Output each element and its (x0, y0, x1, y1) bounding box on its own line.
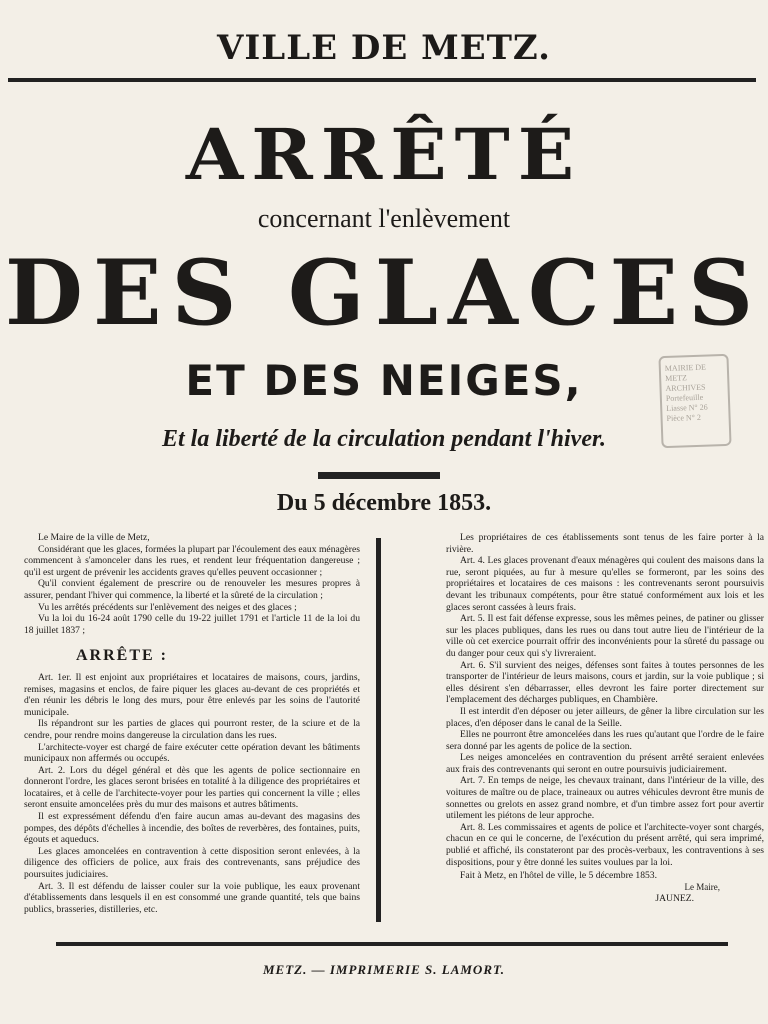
signing-place-date: Fait à Metz, en l'hôtel de ville, le 5 décembre 1853. (460, 870, 658, 882)
article-2: Art. 2. Lors du dégel général et dès que les agents de police sectionnaire en donneront l'ordre, les glaces seront brisées en totalité à la diligence des propriétaires et locataires, et à celle de l'architecte-voyer pour les parties qui concernent la ville ; elles seront ensuite amoncelées près du mur des maisons et autres bâtiments. (24, 764, 360, 811)
article-1: Art. 1er. Il est enjoint aux propriétaires et locataires de maisons, cours, jardins, remises, magasins et enclos, de faire piquer les glaces au-devant de ces propriétés et d'en réunir les débris le long des murs, pour être enlevés par les soins de l'autorité municipale. (24, 671, 360, 718)
archive-stamp (658, 354, 731, 448)
stamp-line: Pièce N° 2 (666, 412, 702, 423)
stamp-line: Liasse N° 26 (666, 402, 708, 414)
article-7: Art. 7. En temps de neige, les chevaux trainant, dans l'intérieur de la ville, des voitures de maître ou de place, traineaux ou autres véhicules devront être munis de sonnettes ou grelots en assez grand nombre, et d'un timbre assez fort pour avertir utilement les piétons de leur approche. (446, 775, 764, 822)
article-4: Art. 4. Les glaces provenant d'eaux ménagères qui coulent des maisons dans la rue, seront piquées, au fur à mesure qu'elles se formeront, par les soins des propriétaires et locataires de ces maisons : les contrevenants seront poursuivis devant les tribunaux compétents, pour être statué conformément aux lois et les glaces seront cassées à leurs frais. (446, 555, 764, 613)
article-5: Art. 5. Il est fait défense expresse, sous les mêmes peines, de patiner ou glisser sur les places publiques, dans les rues ou dans tout autre lieu de l'intérieur de la ville où cet exercice pourrait offrir des inconvénients pour la sûreté du passage ou du danger pour ceux qui s'y livreraient. (446, 613, 764, 659)
short-rule (318, 472, 440, 479)
city-header: VILLE DE METZ. (217, 28, 551, 68)
stamp-line: Portefeuille (665, 392, 704, 404)
printer-credit: METZ. — IMPRIMERIE S. LAMORT. (263, 962, 505, 977)
body-paragraph: Vu la loi du 16-24 août 1790 celle du 19-22 juillet 1791 et l'article 11 de la loi du 18 juillet 1837 ; (24, 613, 360, 636)
body-paragraph: Vu les arrêtés précédents sur l'enlèvement des neiges et des glaces ; (38, 601, 297, 613)
body-paragraph: Ils répandront sur les parties de glaces qui pourront rester, de la sciure et de la cendre, pour rendre moins dangereuse la circulation dans les rues. (24, 718, 360, 741)
body-paragraph: L'architecte-voyer est chargé de faire exécuter cette opération devant les bâtiments municipaux non affermés ou occupés. (24, 741, 360, 765)
section-heading: ARRÊTE : (76, 647, 169, 665)
body-paragraph: Il est interdit d'en déposer ou jeter ailleurs, de gêner la libre circulation sur les places, d'en déposer dans le canal de la Seille. (446, 705, 764, 729)
article-8: Art. 8. Les commissaires et agents de police et l'architecte-voyer sont chargés, chacun en ce qui le concerne, de l'exécution du présent arrêté, qui sera imprimé, publié et affiché, ils constateront par des procès-verbaux, les contraventions à ses dispositions, pour y être donné les suites voulues par la loi. (446, 821, 764, 868)
article-6: Art. 6. S'il survient des neiges, défenses sont faites à toutes personnes de les transporter de l'intérieur de leurs maisons, cours et jardin, sur la voie publique ; si elles désirent s'en débarrasser, elles devront les faire porter directement sur l'emplacement des décharges publiques, en Chambière. (446, 659, 764, 706)
signature-title: Le Maire, (684, 881, 720, 892)
column-divider (376, 538, 381, 922)
decree-date: Du 5 décembre 1853. (276, 490, 492, 516)
bottom-rule (56, 942, 728, 946)
body-paragraph: Qu'il convient également de prescrire ou de renouveler les mesures propres à assurer, pendant l'hiver qui commence, la liberté et la sûreté de la circulation ; (24, 578, 360, 601)
body-paragraph: Les propriétaires de ces établissements sont tenus de les faire porter à la rivière. (446, 532, 764, 555)
body-paragraph: Considérant que les glaces, formées la plupart par l'écoulement des eaux ménagères commencent à s'amonceler dans les rues, et rendent leur fréquentation dangereuse ; qu'il est urgent de prévenir les accidents graves qu'elles peuvent occasionner ; (24, 543, 360, 578)
article-3: Art. 3. Il est défendu de laisser couler sur la voie publique, les eaux provenant d'établissements dans lesquels il en est consommé une grande quantité, tels que bains publics, brasseries, distilleries, etc. (24, 880, 360, 915)
subject-ice: DES GLACES (4, 240, 764, 346)
top-rule (8, 78, 756, 82)
body-paragraph: Les glaces amoncelées en contravention à cette disposition seront enlevées, à la diligence des officiers de police, aux frais des contrevenants, sans préjudice des poursuites judiciaires. (24, 845, 360, 881)
concerning-line: concernant l'enlèvement (257, 204, 511, 233)
subject-snow: ET DES NEIGES, (185, 356, 583, 405)
stamp-line: MAIRIE DE METZ (664, 362, 707, 384)
subtitle-circulation: Et la liberté de la circulation pendant l'hiver. (161, 426, 606, 452)
body-paragraph: Le Maire de la ville de Metz, (38, 532, 150, 543)
body-paragraph: Il est expressément défendu d'en faire aucun amas au-devant des magasins des pompes, des dépôts d'échelles à incendie, des boîtes de reverbères, des fontaines, puits, égouts et aqueducs. (24, 811, 360, 846)
stamp-line: ARCHIVES (665, 382, 706, 394)
signature-name: JAUNEZ. (655, 893, 694, 905)
body-paragraph: Elles ne pourront être amoncelées dans les rues qu'autant que l'ordre de le faire sera donné par les agents de police de la section. (446, 729, 764, 752)
right-column (446, 532, 764, 905)
left-column (24, 532, 360, 915)
body-paragraph: Les neiges amoncelées en contravention du présent arrêté seraient enlevées aux frais des contrevenants qui seront en outre poursuivis judiciairement. (446, 752, 764, 775)
decree-title: ARRÊTÉ (185, 114, 583, 196)
